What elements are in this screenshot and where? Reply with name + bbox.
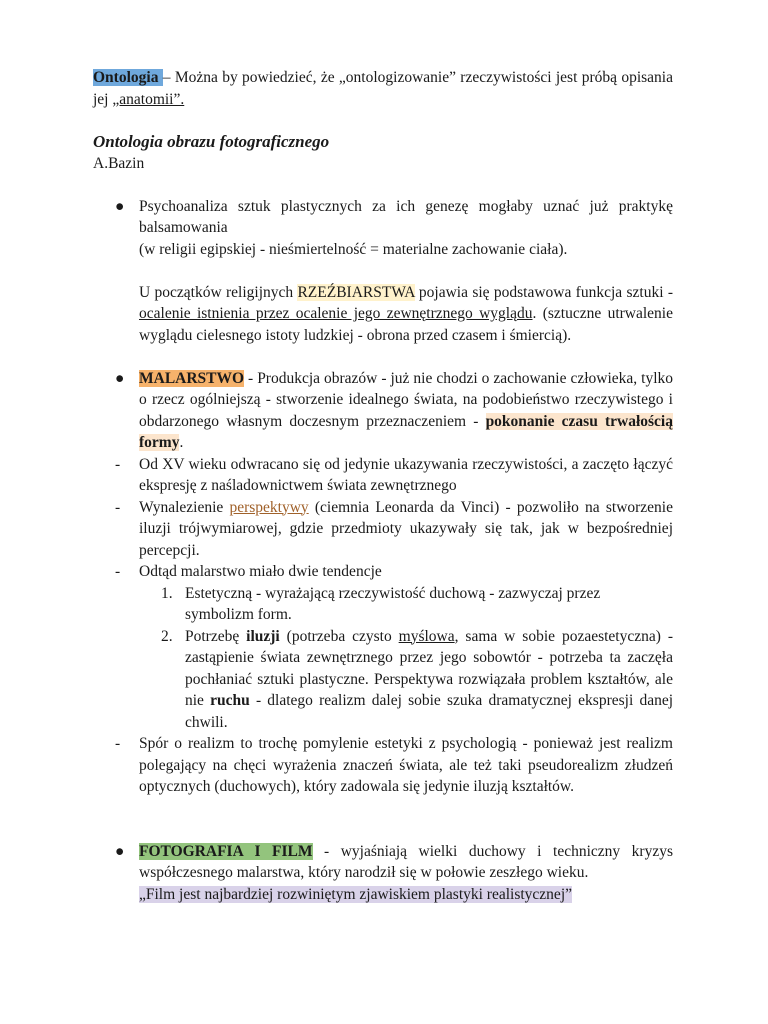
quote-highlight: „Film jest najbardziej rozwiniętym zjawiskiem plastyki realistycznej” [139, 885, 573, 903]
term-ontologia: Ontologia [93, 69, 163, 86]
bullet-icon: ● [115, 842, 125, 860]
intro-paragraph: Ontologia – Można by powiedzieć, że „ontologizowanie” rzeczywistości jest próbą opisania jej „anatomii”. [93, 69, 673, 108]
highlight-malarstwo: MALARSTWO [139, 369, 245, 387]
bold-pokonanie: pokonanie czasu trwałością formy [139, 412, 673, 451]
numbered-item-1: 1. Estetyczną - wyrażającą rzeczywistość duchową - zazwyczaj przez symbolizm form. [161, 584, 601, 623]
bullet-item-psychoanaliza: ● Psychoanaliza sztuk plastycznych za ich genezę mogłaby uznać już praktykę balsamowania (w religii egipskiej - nieśmiertelność = materialne zachowanie ciała). U początków religijnych RZEŹBIARSTWA pojawia się podstawowa funkcja sztuki - ocalenie istnienia przez ocalenie jego zewnętrznego wyglądu. (sztuczne utrwalenie wyglądu cielesnego istoty ludzkiej - obrona przed czasem i śmiercią). [115, 197, 673, 344]
bullet-icon: ● [115, 197, 125, 215]
dash-item-spor-o-realizm: - Spór o realizm to trochę pomylenie estetyki z psychologią - ponieważ jest realizm polegający na chęci wyrażenia znaczeń świata, ale też taki pseudorealizm złudzeń optycznych (duchowych), który zadowala się jedynie iluzją kształtów. [115, 735, 673, 795]
bullet-item-malarstwo: ● MALARSTWO - Produkcja obrazów - już nie chodzi o zachowanie człowieka, tylko o rzecz ogólniejszą - stworzenie idealnego świata, na podobieństwo rzeczywistego i obdarzonego własnym doczesnym przeznaczeniem - pokonanie czasu trwałością formy. [115, 369, 673, 451]
bullet-icon: ● [115, 369, 125, 387]
dash-icon: - [115, 563, 121, 580]
dash-item-perspektywa: - Wynalezienie perspektywy (ciemnia Leonarda da Vinci) - pozwoliło na stworzenie iluzji trójwymiarowej, gdzie przedmioty ukazywały się tak, jak w bezpośredniej percepcji. [115, 498, 673, 559]
document-page [93, 67, 673, 905]
dash-item-tendencje: - Odtąd malarstwo miało dwie tendencje [93, 561, 673, 583]
highlight-rzezbiarstwa: RZEŹBIARSTWA [297, 283, 415, 301]
dash-icon: - [115, 735, 121, 752]
dash-icon: - [115, 498, 121, 516]
section-heading: Ontologia obrazu fotograficznego [93, 132, 330, 151]
perspektywy-link[interactable]: perspektywy [229, 498, 309, 516]
author: A.Bazin [93, 155, 145, 172]
dash-icon: - [115, 455, 121, 473]
dash-item-xv-wiek: - Od XV wieku odwracano się od jedynie ukazywania rzeczywistości, a zaczęto łączyć ekspresję z naśladownictwem świata zewnętrznego [115, 455, 673, 494]
numbered-item-2: 2. Potrzebę iluzji (potrzeba czysto myślowa, sama w sobie pozaestetyczna) - zastąpienie świata zewnętrznego przez jego sobowtór - potrzeba ta zaczęła pochłaniać sztuki plastyczne. Perspektywa rozwiązała problem kształtów, ale nie ruchu - dlatego realizm dalej sobie szuka dramatycznej ekspresji danej chwili. [161, 627, 674, 731]
highlight-fotografia: FOTOGRAFIA I FILM [139, 842, 313, 860]
bullet-item-fotografia: ● FOTOGRAFIA I FILM - wyjaśniają wielki duchowy i techniczny kryzys współczesnego malarstwa, który narodził się w połowie zeszłego wieku. „Film jest najbardziej rozwiniętym zjawiskiem plastyki realistycznej” [115, 842, 674, 903]
